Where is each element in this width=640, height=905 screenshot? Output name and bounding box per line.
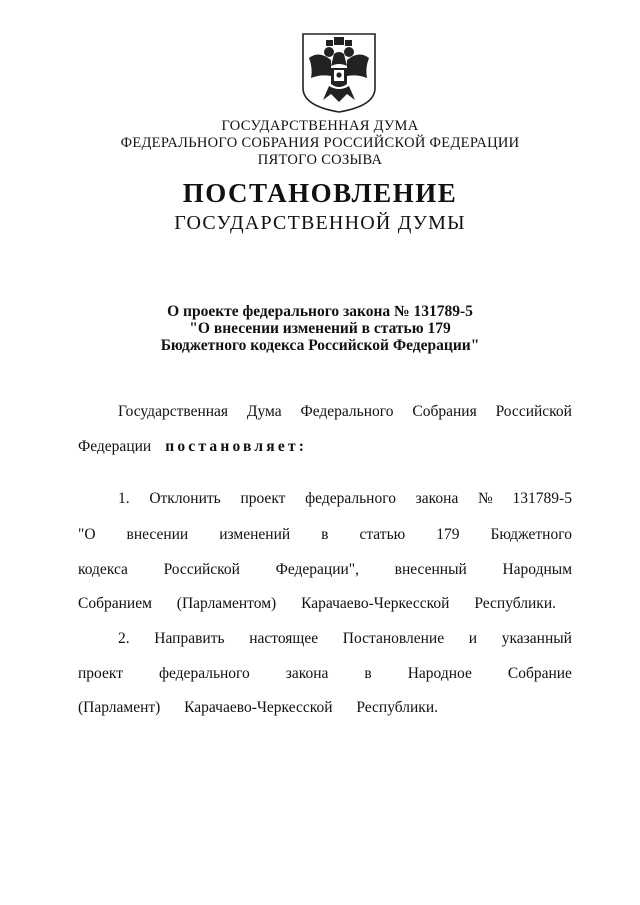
subject-line-3: Бюджетного кодекса Российской Федерации" (160, 337, 480, 354)
word: федерального (158, 665, 250, 682)
preamble-line-1 (118, 403, 572, 421)
word: указанный (501, 630, 572, 647)
org-line-state-duma: ГОСУДАРСТВЕННАЯ ДУМА (221, 118, 419, 134)
word: Собрания (412, 403, 477, 420)
word: (Парламент) (78, 699, 161, 716)
word: Народным (502, 561, 572, 578)
word: Дума (246, 403, 282, 420)
word: и (468, 630, 478, 647)
word: Отклонить (149, 490, 221, 507)
word: Постановление (342, 630, 445, 647)
word: № (478, 490, 493, 507)
coat-of-arms-emblem (301, 32, 377, 114)
word: внесении (126, 526, 189, 543)
word: внесенный (394, 561, 467, 578)
word: настоящее (249, 630, 319, 647)
preamble-line-2 (78, 438, 307, 456)
word: "О (78, 526, 96, 543)
decree-verb: постановляет: (165, 438, 308, 455)
word: в (364, 665, 372, 682)
word: Федерации", (275, 561, 360, 578)
word: (Парламентом) (176, 595, 277, 612)
item-2-line-3 (78, 699, 438, 717)
org-line-convocation: ПЯТОГО СОЗЫВА (257, 152, 383, 168)
word: Республики. (474, 595, 556, 612)
document-title: ПОСТАНОВЛЕНИЕ (182, 178, 458, 208)
item-1-line-3 (78, 561, 572, 579)
item-number: 2. (118, 630, 130, 647)
word: 131789-5 (512, 490, 572, 507)
item-1-line-4 (78, 595, 556, 613)
word: изменений (219, 526, 291, 543)
word: закона (415, 490, 459, 507)
item-2-line-1 (118, 630, 572, 648)
word: Бюджетного (490, 526, 572, 543)
word: 179 (436, 526, 460, 543)
subject-line-1: О проекте федерального закона № 131789-5 (167, 303, 473, 320)
word: Государственная (118, 403, 229, 420)
word: кодекса (78, 561, 128, 578)
word: Федерации (78, 438, 152, 455)
word: Российской (163, 561, 240, 578)
document-subtitle: ГОСУДАРСТВЕННОЙ ДУМЫ (174, 212, 466, 234)
word: статью (359, 526, 406, 543)
word: проект (78, 665, 123, 682)
word: Республики. (356, 699, 438, 716)
item-1-line-2 (78, 526, 572, 544)
word: закона (285, 665, 329, 682)
item-2-line-2 (78, 665, 572, 683)
word: Федерального (300, 403, 394, 420)
word: Карачаево-Черкесской (184, 699, 333, 716)
org-line-federal-assembly: ФЕДЕРАЛЬНОГО СОБРАНИЯ РОССИЙСКОЙ ФЕДЕРАЦИИ (120, 135, 520, 151)
word: федерального (305, 490, 396, 507)
word: Российской (495, 403, 572, 420)
word: Направить (154, 630, 225, 647)
item-1-line-1 (118, 490, 572, 508)
subject-line-2: "О внесении изменений в статью 179 (189, 320, 451, 337)
word: Карачаево-Черкесской (301, 595, 450, 612)
word: Собранием (78, 595, 152, 612)
word: Собрание (507, 665, 572, 682)
word: в (321, 526, 329, 543)
item-number: 1. (118, 490, 130, 507)
word: проект (240, 490, 286, 507)
word: Народное (407, 665, 472, 682)
